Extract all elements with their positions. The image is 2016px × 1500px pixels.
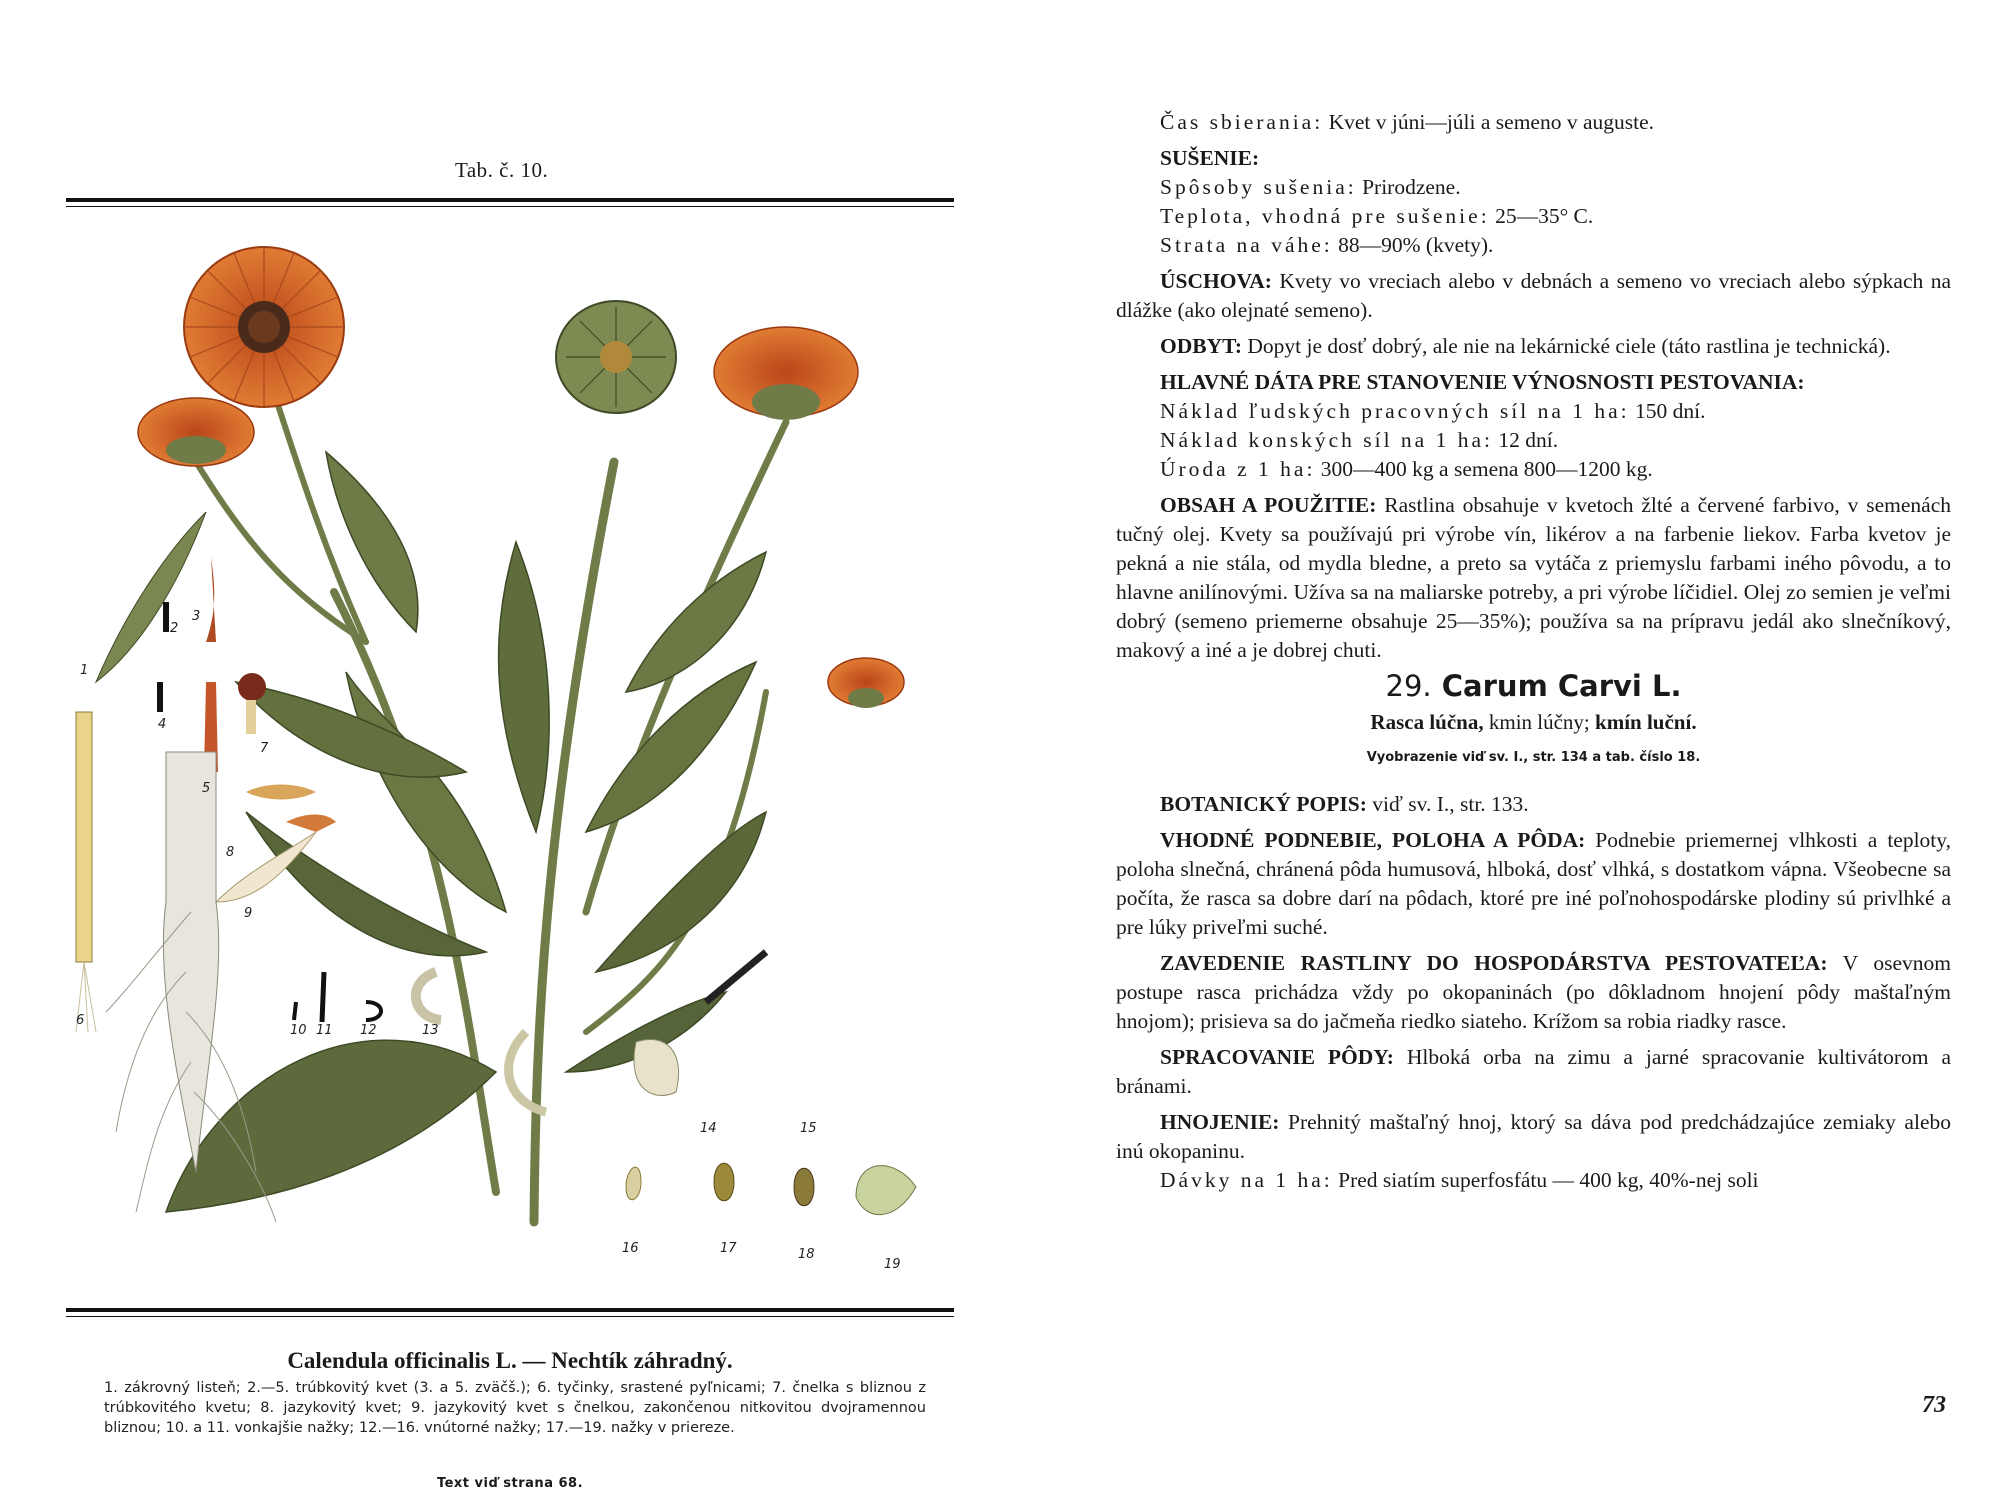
manure-paragraph	[1116, 1108, 1951, 1166]
collect-paragraph	[1116, 108, 1951, 137]
content-text: Rastlina obsahuje v kvetoch žlté a červené farbivo, v semenách tučný olej. Kvety sa používajú pri výrobe vín, likérov a na farbenie liekov. Farba kvetov je pekná a nie stála, od mydla bledne, a preto sa vytáča z priemyslu farbami iného pôvodu, a to hlavne anilínovými. Užíva sa na maliarske potreby, a pri výrobe líčidiel. Olej zo semien je veľmi dobrý (semeno priemerne obsahuje 25—35%); používa sa na prípravu jedál ako slnečníkový, makový a iné a je dobrej chuti.	[1116, 493, 1951, 662]
collect-label: Čas sbierania:	[1160, 110, 1324, 134]
drying-loss-label: Strata na váhe:	[1160, 233, 1333, 257]
drying-loss-text: 88—90% (kvety).	[1332, 233, 1494, 257]
text-reference: Text viď strana 68.	[436, 1476, 584, 1491]
top-rule	[66, 198, 954, 202]
left-page	[0, 0, 1000, 1500]
botany-text: viď sv. I., str. 133.	[1366, 792, 1529, 816]
page-number: 73	[1922, 1392, 1946, 1418]
collect-text: Kvet v júni—júli a semeno v auguste.	[1323, 110, 1655, 134]
section-title	[1116, 669, 1951, 703]
soil-heading: SPRACOVANIE PÔDY:	[1160, 1045, 1394, 1069]
fig-num: 12	[360, 1023, 377, 1038]
top-rule-thin	[66, 206, 954, 207]
botanical-illustration	[66, 212, 954, 1302]
yield-horse-text: 12 dní.	[1493, 428, 1559, 452]
dose-text: Pred siatím superfosfátu — 400 kg, 40%-nej soli	[1332, 1168, 1759, 1192]
fig-num: 1	[80, 663, 89, 678]
fig-num: 9	[244, 906, 253, 921]
intro-paragraph	[1116, 949, 1951, 1036]
section-name: Carum Carvi L.	[1441, 669, 1682, 703]
fig-num: 10	[290, 1023, 307, 1038]
fig-num: 15	[800, 1121, 817, 1136]
climate-heading: VHODNÉ PODNEBIE, POLOHA A PÔDA:	[1160, 828, 1586, 852]
storage-heading: ÚSCHOVA:	[1160, 269, 1272, 293]
plate-caption-title: Calendula officinalis L. — Nechtík záhradný.	[287, 1348, 733, 1373]
drying-method-label: Spôsoby sušenia:	[1160, 175, 1357, 199]
yield-heading	[1116, 368, 1951, 397]
subtitle-slovak: Rasca lúčna,	[1370, 710, 1484, 734]
detail-figures	[76, 512, 916, 1222]
drying-temp	[1116, 202, 1951, 231]
drying-temp-label: Teplota, vhodná pre sušenie:	[1160, 204, 1490, 228]
bottom-rule-thin	[66, 1316, 954, 1317]
sales-paragraph	[1116, 332, 1951, 361]
text-column	[1116, 108, 1951, 1195]
storage-text: Kvety vo vreciach alebo v debnách a semeno vo vreciach alebo sýpkach na dlážke (ako olejnaté semeno).	[1116, 269, 1951, 322]
intro-heading: ZAVEDENIE RASTLINY DO HOSPODÁRSTVA PESTOVATEĽA:	[1160, 951, 1828, 975]
botany-heading: BOTANICKÝ POPIS:	[1160, 792, 1367, 816]
plate-legend: 1. zákrovný listeň; 2.—5. trúbkovitý kvet (3. a 5. zväčš.); 6. tyčinky, srastené pyľnicami; 7. čnelka s bliznou z trúbkovitého kvetu; 8. jazykovitý kvet; 9. jazykovitý kvet s čnelkou, zakončenou nitkovitou dvojramennou bliznou; 10. a 11. vonkajšie nažky; 12.—16. vnútorné nažky; 17.—19. nažky v priereze.	[104, 1380, 926, 1436]
content-paragraph	[1116, 491, 1951, 665]
storage-paragraph	[1116, 267, 1951, 325]
manure-heading: HNOJENIE:	[1160, 1110, 1280, 1134]
plate-label: Tab. č. 10.	[455, 158, 549, 182]
sales-heading: ODBYT:	[1160, 334, 1243, 358]
fig-num: 16	[622, 1241, 639, 1256]
fig-num: 8	[226, 845, 235, 860]
drying-heading	[1116, 144, 1951, 173]
climate-paragraph	[1116, 826, 1951, 942]
leaves	[166, 452, 766, 1212]
soil-paragraph	[1116, 1043, 1951, 1101]
yield-crop-label: Úroda z 1 ha:	[1160, 457, 1316, 481]
yield-crop-text: 300—400 kg a semena 800—1200 kg.	[1315, 457, 1653, 481]
fig-num: 5	[202, 781, 211, 796]
fig-num: 7	[260, 741, 269, 756]
yield-heading-text: HLAVNÉ DÁTA PRE STANOVENIE VÝNOSNOSTI PESTOVANIA:	[1160, 370, 1805, 394]
drying-temp-text: 25—35° C.	[1489, 204, 1594, 228]
manure-text: Prehnitý maštaľný hnoj, ktorý sa dáva pod predchádzajúce zemiaky alebo inú okopaninu.	[1116, 1110, 1951, 1163]
subtitle-alt: kmin lúčny;	[1483, 710, 1596, 734]
section-number: 29.	[1385, 669, 1432, 703]
sales-text: Dopyt je dosť dobrý, ale nie na lekárnické ciele (táto rastlina je technická).	[1242, 334, 1891, 358]
bottom-rule	[66, 1308, 954, 1312]
yield-human-text: 150 dní.	[1629, 399, 1706, 423]
fig-num: 2	[170, 621, 179, 636]
fig-num: 6	[76, 1013, 85, 1028]
fig-num: 4	[158, 717, 167, 732]
drying-method-text: Prirodzene.	[1356, 175, 1461, 199]
dose-line	[1116, 1166, 1951, 1195]
fig-num: 17	[720, 1241, 737, 1256]
calendula-plate	[66, 212, 954, 1302]
fig-num: 11	[316, 1023, 333, 1038]
yield-horse-label: Náklad konských síl na 1 ha:	[1160, 428, 1493, 452]
dose-label: Dávky na 1 ha:	[1160, 1168, 1333, 1192]
drying-loss	[1116, 231, 1951, 260]
yield-human-label: Náklad ľudských pracovných síl na 1 ha:	[1160, 399, 1630, 423]
content-heading: OBSAH A POUŽITIE:	[1160, 493, 1377, 517]
fig-num: 18	[798, 1247, 815, 1262]
fig-num: 3	[192, 609, 201, 624]
climate-text: Podnebie priemernej vlhkosti a teploty, poloha slnečná, chránená pôda humusová, hlboká, dosť vlhká, s dostatkom vápna. Všeobecne sa počíta, že rasca sa dobre darí na pôdach, ktoré pre iné poľnohospodárske plodiny sú privlhké a pre lúky priveľmi suché.	[1116, 828, 1952, 939]
yield-horse	[1116, 426, 1951, 455]
drying-method	[1116, 173, 1951, 202]
botany-paragraph	[1116, 790, 1951, 819]
drying-heading-text: SUŠENIE:	[1160, 146, 1260, 170]
yield-human	[1116, 397, 1951, 426]
fig-num: 13	[422, 1023, 439, 1038]
subtitle-czech: kmín luční.	[1595, 710, 1697, 734]
right-page	[1000, 0, 2016, 1500]
section-subtitle	[1116, 708, 1951, 737]
fig-num: 19	[884, 1257, 901, 1272]
fig-num: 14	[700, 1121, 717, 1136]
soil-text: Hlboká orba na zimu a jarné spracovanie kultivátorom a bránami.	[1116, 1045, 1951, 1098]
section-note: Vyobrazenie viď sv. I., str. 134 a tab. číslo 18.	[1366, 750, 1701, 765]
intro-text: V osevnom postupe rasca prichádza vždy po okopaninách (po dôkladnom hnojení pôdy maštaľným hnojom); prisieva sa do jačmeňa riedko siateho. Krížom sa robia riadky rasce.	[1116, 951, 1951, 1033]
yield-crop	[1116, 455, 1951, 484]
